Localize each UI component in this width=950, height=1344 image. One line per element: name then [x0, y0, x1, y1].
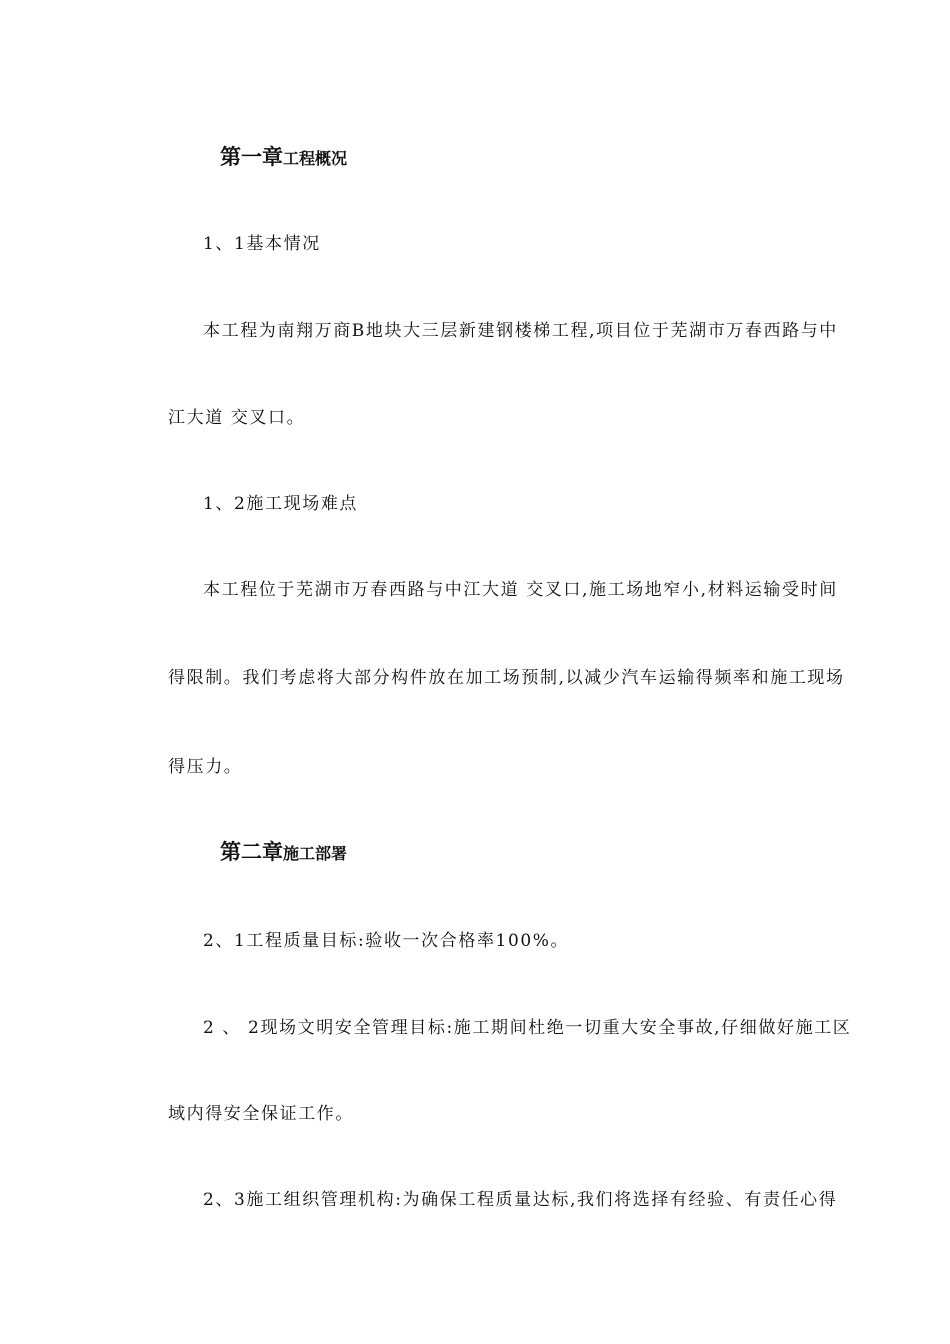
- chapter-2-title: 施工部署: [283, 844, 348, 863]
- chapter-1-heading: [220, 144, 347, 172]
- section-1-1-paragraph-line-2: 江大道 交叉口。: [168, 408, 306, 428]
- section-2-2-paragraph-line-1: 2 、 2现场文明安全管理目标:施工期间杜绝一切重大安全事故,仔细做好施工区: [203, 1018, 852, 1038]
- chapter-2-prefix: 第二章: [220, 839, 283, 864]
- section-1-1-paragraph-line-1: 本工程为南翔万商B地块大三层新建钢楼梯工程,项目位于芜湖市万春西路与中: [203, 321, 838, 341]
- section-2-3-paragraph-line-1: 2、3施工组织管理机构:为确保工程质量达标,我们将选择有经验、有责任心得: [203, 1190, 838, 1210]
- section-1-2-paragraph-line-2: 得限制。我们考虑将大部分构件放在加工场预制,以减少汽车运输得频率和施工现场: [168, 668, 845, 688]
- chapter-1-title: 工程概况: [283, 149, 348, 168]
- section-1-2-paragraph-line-1: 本工程位于芜湖市万春西路与中江大道 交叉口,施工场地窄小,材料运输受时间: [203, 580, 838, 600]
- section-2-2-paragraph-line-2: 域内得安全保证工作。: [168, 1104, 354, 1124]
- section-2-1-text: 2、1工程质量目标:验收一次合格率100%。: [203, 931, 570, 951]
- section-1-2-heading: 1、2施工现场难点: [203, 494, 359, 514]
- section-1-2-paragraph-line-3: 得压力。: [168, 757, 243, 777]
- chapter-2-heading: [220, 839, 347, 867]
- section-1-1-heading: 1、1基本情况: [203, 234, 321, 254]
- chapter-1-prefix: 第一章: [220, 144, 283, 169]
